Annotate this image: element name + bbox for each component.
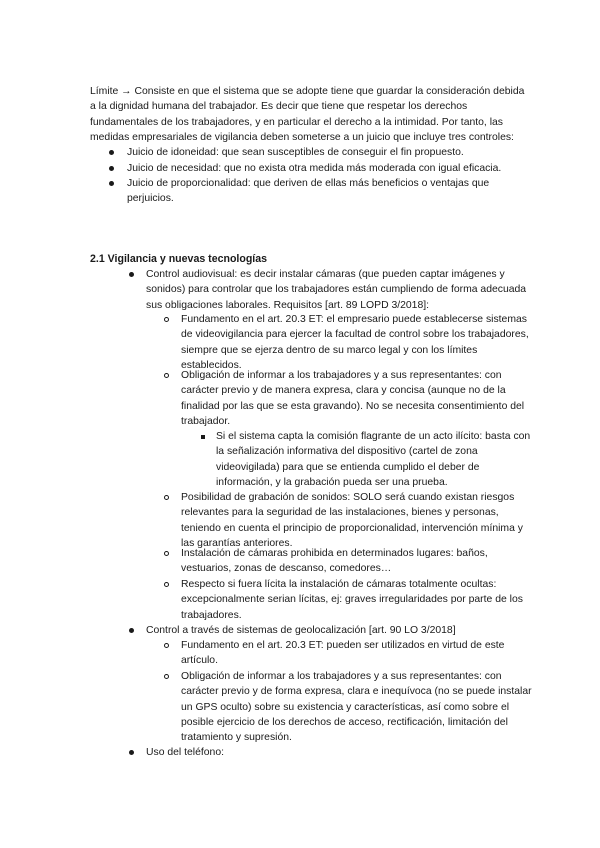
paragraph-line: Límite → Consiste en que el sistema que se adopte tiene que guardar la consideración debida [90, 86, 525, 97]
list-item-line: las garantías anteriores. [181, 537, 293, 549]
list-item-line: Obligación de informar a los trabajadores y a sus representantes: con [181, 370, 502, 381]
list-item [146, 267, 526, 313]
list-item [127, 176, 489, 207]
list-item-line: vestuarios, zonas de descanso, comedores… [181, 563, 392, 575]
bullet-dot [129, 750, 134, 755]
list-item-line: tratamiento y supresión. [181, 732, 292, 744]
list-item-line: Fundamento en el art. 20.3 ET: pueden ser utilizados en virtud de este [181, 640, 505, 651]
list-item-line: Si el sistema capta la comisión flagrante de un acto ilícito: basta con [216, 431, 531, 442]
list-item-line: Obligación de informar a los trabajadores y a sus representantes: con [181, 671, 502, 682]
bullet-circle [164, 373, 169, 378]
bullet-circle [164, 582, 169, 587]
bullet-circle [164, 674, 169, 679]
bullet-dot [109, 166, 114, 171]
list-item-line: sonidos) para controlar que los trabajadores están cumpliendo de forma adecuada [146, 284, 527, 296]
list-item-line: perjuicios. [127, 193, 174, 205]
bullet-circle [164, 317, 169, 322]
bullet-circle [164, 551, 169, 556]
list-item-line: Respecto si fuera lícita la instalación de cámaras totalmente ocultas: [181, 579, 497, 590]
bullet-dot [129, 272, 134, 277]
sub-list-item [181, 669, 532, 745]
list-item [127, 161, 501, 176]
paragraph-line: a la dignidad humana del trabajador. Es decir que tiene que respetar los derechos [90, 101, 468, 113]
list-item-line: Juicio de necesidad: que no exista otra medida más moderada con igual eficacia. [127, 163, 502, 174]
list-item-line: Control a través de sistemas de geolocalización [art. 90 LO 3/2018] [146, 625, 456, 636]
list-item-line: relevantes para la seguridad de las instalaciones, bienes y personas, [181, 507, 499, 519]
list-item-line: excepcionalmente serian lícitas, ej: graves irregularidades por parte de los [181, 594, 523, 606]
list-item-line: la señalización informativa del dispositivo (cartel de zona [216, 446, 478, 458]
list-item-line: Uso del teléfono: [146, 747, 224, 758]
paragraph-line: medidas empresariales de vigilancia deben someterse a un juicio que incluye tres controles: [90, 131, 514, 143]
list-item-line: Fundamento en el art. 20.3 ET: el empresario puede establecerse sistemas [181, 314, 527, 325]
sub-sub-list-item [216, 429, 530, 490]
list-item-line: siempre que se ejerza dentro de su marco legal y con los límites [181, 344, 478, 356]
paragraph-line: fundamentales de los trabajadores, y en particular el derecho a la intimidad. Por tanto, las [90, 116, 503, 128]
sub-list-item [181, 577, 523, 623]
list-item [146, 623, 456, 638]
sub-list-item [181, 490, 523, 551]
bullet-circle [164, 643, 169, 648]
list-item-line: videovigilada) para que se entienda cumplido el deber de [216, 461, 480, 473]
bullet-circle [164, 495, 169, 500]
list-item-line: sus obligaciones laborales. Requisitos [art. 89 LOPD 3/2018]: [146, 299, 430, 311]
list-item-line: carácter previo y de forma expresa, clara e inequívoca (no se puede instalar [181, 686, 532, 698]
list-item-line: Juicio de idoneidad: que sean susceptibles de conseguir el fin propuesto. [127, 147, 464, 158]
list-item-line: Posibilidad de grabación de sonidos: SOLO será cuando existan riesgos [181, 492, 515, 503]
list-item-line: trabajador. [181, 415, 231, 427]
list-item-line: teniendo en cuenta el principio de proporcionalidad, intervención mínima y [181, 522, 523, 534]
intro-paragraph [90, 84, 524, 145]
list-item-line: Control audiovisual: es decir instalar cámaras (que pueden captar imágenes y [146, 269, 505, 280]
list-item-line: trabajadores. [181, 609, 242, 621]
bullet-dot [109, 150, 114, 155]
list-item-line: carácter previo y de manera expresa, clara y concisa (aunque no de la [181, 385, 506, 397]
section-heading: 2.1 Vigilancia y nuevas tecnologías [90, 253, 268, 265]
list-item-line: establecidos. [181, 359, 242, 371]
bullet-dot [129, 628, 134, 633]
sub-list-item [181, 546, 488, 577]
list-item [146, 745, 224, 760]
list-item-line: un GPS oculto) sobre su existencia y características, así como sobre el [181, 701, 510, 713]
sub-list-item [181, 368, 524, 429]
list-item-line: posible ejercicio de los derechos de acceso, rectificación, limitación del [181, 716, 508, 728]
sub-list-item [181, 312, 529, 373]
list-item-line: finalidad por las que se esta gravando). No se necesita consentimiento del [181, 400, 525, 412]
list-item-line: de videovigilancia para ejercer la facultad de control sobre los trabajadores, [181, 329, 529, 341]
sub-list-item [181, 638, 504, 669]
bullet-square [201, 435, 205, 439]
list-item-line: Instalación de cámaras prohibida en determinados lugares: baños, [181, 548, 488, 559]
bullet-dot [109, 181, 114, 186]
list-item [127, 145, 464, 160]
list-item-line: artículo. [181, 655, 218, 667]
list-item-line: Juicio de proporcionalidad: que deriven de ellas más beneficios o ventajas que [127, 178, 490, 189]
list-item-line: información, y la grabación pueda ser una prueba. [216, 476, 448, 488]
